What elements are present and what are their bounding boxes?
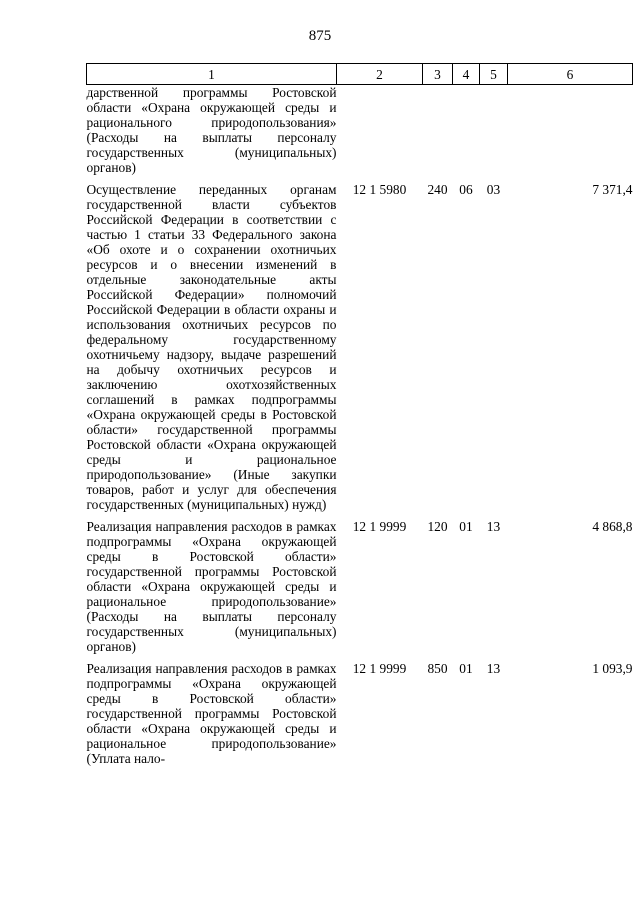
row-subsection: 03: [486, 182, 501, 197]
row-target-code: 12 1 9999: [352, 661, 407, 676]
table-row: [87, 512, 633, 654]
row-expense-type: 240: [427, 182, 448, 197]
column-header-1: 1: [87, 64, 337, 85]
row-subsection: 13: [486, 661, 501, 676]
row-section: 06: [459, 182, 473, 197]
row-section: 01: [459, 661, 473, 676]
table-row: [87, 85, 633, 176]
page-number: 875: [308, 28, 332, 44]
row-amount: 4 868,8: [592, 519, 633, 534]
column-header-4: 4: [453, 64, 480, 85]
row-description: Реализация направления расходов в рамках подпрограммы «Охрана окружающей среды в Ростовской области» государственной программы Ростовской области «Охрана окружающей среды и рациональное природопользование» (Расходы на выплаты персоналу государственных (муниципальных) органов): [86, 519, 337, 654]
row-target-code: 12 1 9999: [352, 519, 407, 534]
row-section: [453, 85, 480, 176]
row-description: Осуществление переданных органам государственной власти субъектов Российской Федерации в соответствии с частью 1 статьи 33 Федерального закона «Об охоте и о сохранении охотничьих ресурсов и о внесении изменений в отдельные законодательные акты Российской Федерации» полномочий Российской Федерации в области охраны и использования охотничьих ресурсов по федеральному государственному охотничьему надзору, выдаче разрешений на добычу охотничьих ресурсов и заключению охотхозяйственных соглашений в рамках подпрограммы «Охрана окружающей среды в Ростовской области» государственной программы Ростовской области «Охрана окружающей среды и рациональное природопользование» (Иные закупки товаров, работ и услуг для обеспечения государственных (муниципальных) нужд): [86, 182, 337, 512]
row-amount: [508, 85, 633, 176]
row-expense-type: 850: [427, 661, 448, 676]
row-subsection: 13: [486, 519, 501, 534]
column-header-3: 3: [423, 64, 453, 85]
table-header: [87, 64, 633, 85]
row-description: дарственной программы Ростовской области «Охрана окружающей среды и рационального природопользования» (Расходы на выплаты персоналу государственных (муниципальных) органов): [86, 85, 337, 175]
row-target-code: [337, 85, 423, 176]
row-section: 01: [459, 519, 473, 534]
table-row: [87, 175, 633, 512]
budget-table: [86, 63, 633, 766]
row-description: Реализация направления расходов в рамках подпрограммы «Охрана окружающей среды в Ростовской области» государственной программы Ростовской области «Охрана окружающей среды и рациональное природопользование» (Уплата нало-: [86, 661, 337, 766]
column-header-5: 5: [480, 64, 508, 85]
row-expense-type: 120: [427, 519, 448, 534]
row-subsection: [480, 85, 508, 176]
row-amount: 1 093,9: [592, 661, 633, 676]
row-amount: 7 371,4: [592, 182, 633, 197]
table-row: [87, 654, 633, 766]
column-header-6: 6: [508, 64, 633, 85]
row-target-code: 12 1 5980: [352, 182, 407, 197]
row-expense-type: [423, 85, 453, 176]
column-header-2: 2: [337, 64, 423, 85]
